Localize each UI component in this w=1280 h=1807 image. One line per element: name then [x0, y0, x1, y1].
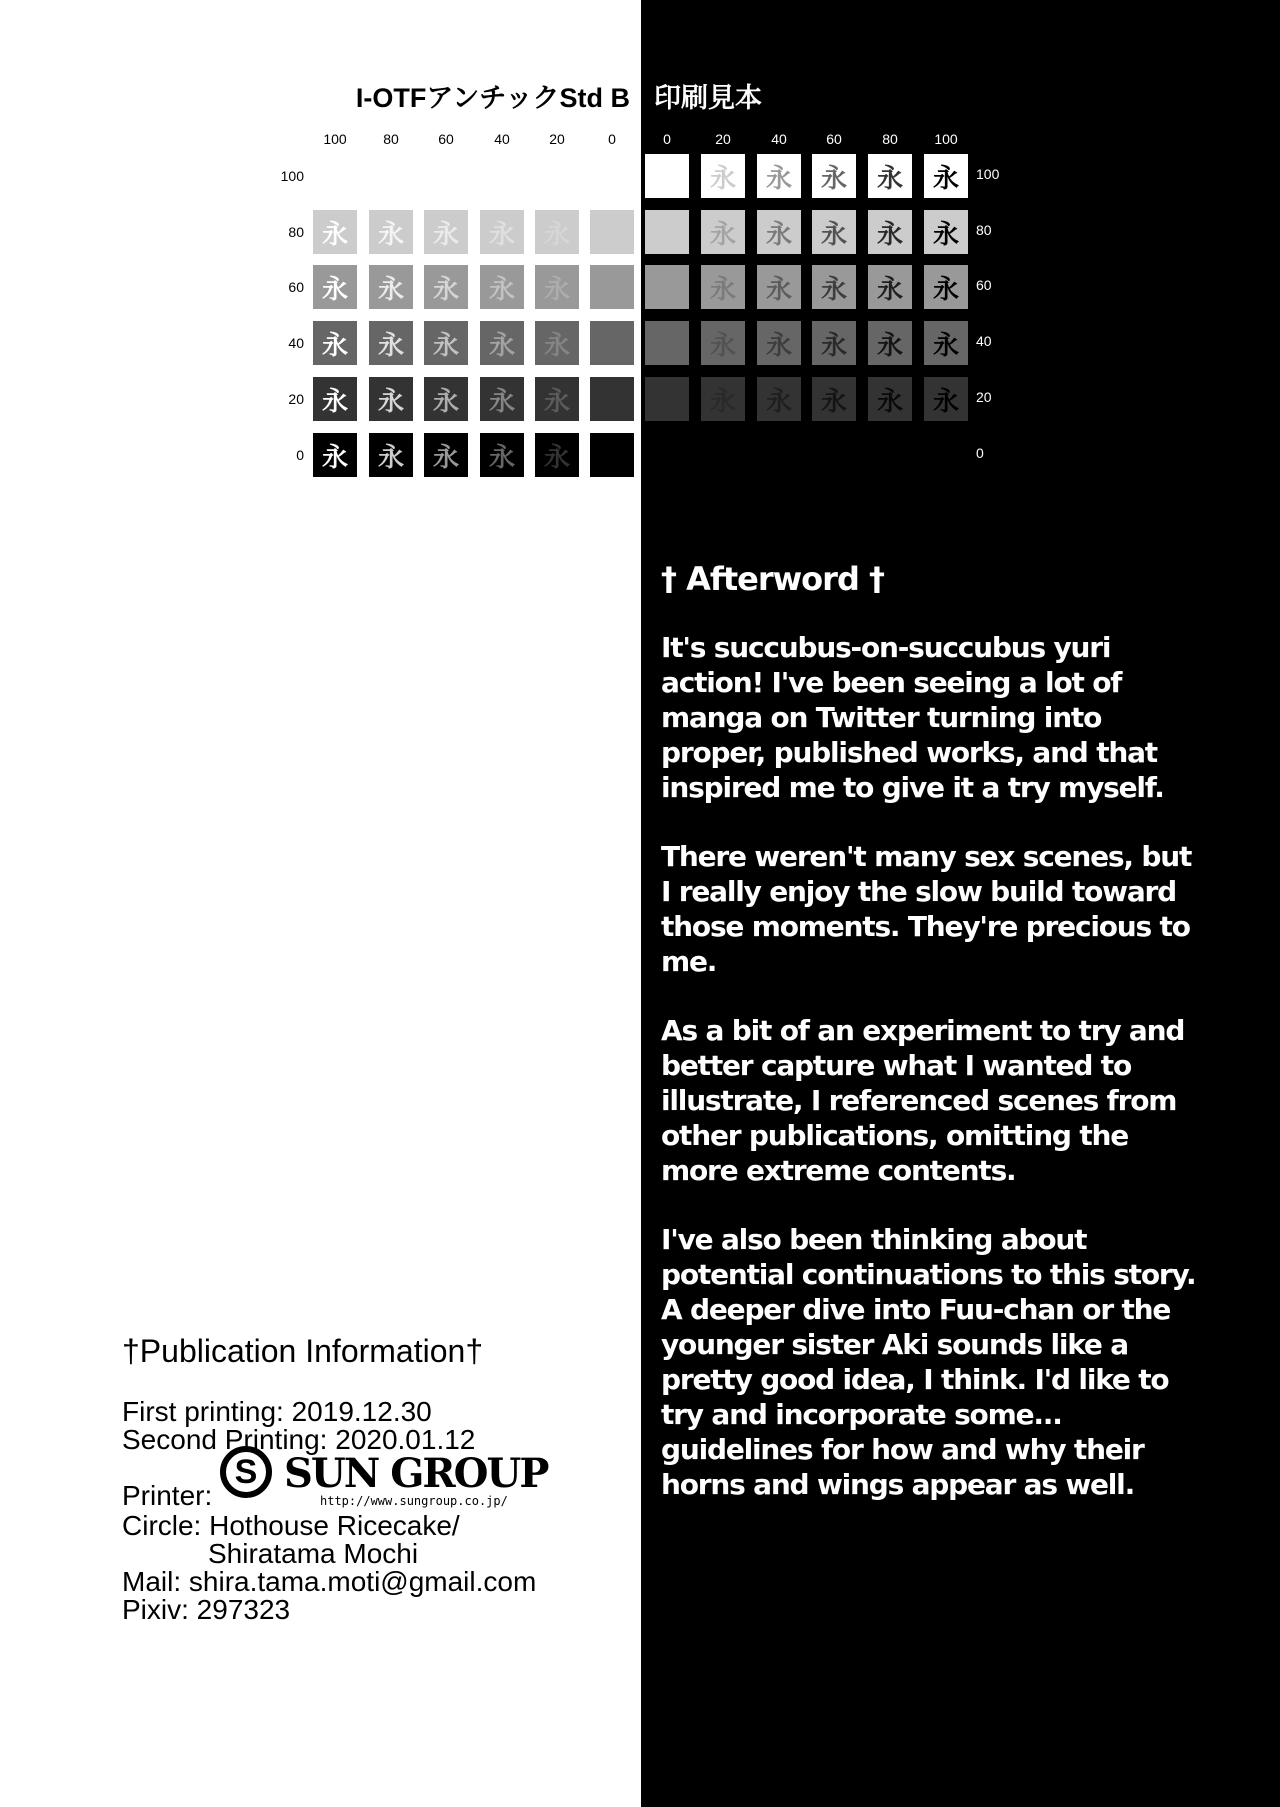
- grey-swatch: 永: [590, 210, 634, 254]
- row-label: 80: [976, 222, 992, 238]
- afterword-paragraph: As a bit of an experiment to try and better capture what I wanted to illustrate, I referenced scenes from other publications, omitting the more extreme contents.: [661, 1014, 1185, 1187]
- grey-swatch: 永: [313, 433, 357, 477]
- row-label: 20: [288, 391, 304, 407]
- row-label: 0: [976, 445, 984, 461]
- grey-swatch: 永: [701, 210, 745, 254]
- grey-swatch: 永: [645, 433, 689, 477]
- grey-swatch: 永: [535, 377, 579, 421]
- grey-swatch: 永: [369, 321, 413, 365]
- grey-swatch: 永: [868, 321, 912, 365]
- afterword-paragraph: It's succubus-on-succubus yuri action! I've been seeing a lot of manga on Twitter turning into proper, published works, and that inspired me to give it a try myself.: [661, 631, 1164, 804]
- afterword-paragraph: I've also been thinking about potential continuations to this story. A deeper dive into Fuu-chan or the younger sister Aki sounds like a pretty good idea, I think. I'd like to try and incorporate some... guidelines for how and why their horns and wings appear as well.: [661, 1223, 1196, 1501]
- sun-group-logo: [220, 1446, 550, 1512]
- first-printing: First printing: 2019.12.30: [122, 1396, 432, 1427]
- grey-swatch: 永: [590, 321, 634, 365]
- column-label: 40: [494, 131, 510, 147]
- grey-swatch: 永: [535, 154, 579, 198]
- grey-swatch: 永: [424, 377, 468, 421]
- column-label: 40: [771, 131, 787, 147]
- row-label: 40: [976, 333, 992, 349]
- grey-swatch: 永: [924, 433, 968, 477]
- grey-swatch: 永: [701, 377, 745, 421]
- grey-swatch: 永: [924, 321, 968, 365]
- grey-swatch: 永: [701, 321, 745, 365]
- publication-info-title: †Publication Information†: [122, 1333, 484, 1369]
- grey-swatch: 永: [757, 265, 801, 309]
- afterword-title: † Afterword †: [661, 560, 884, 598]
- pixiv-id: Pixiv: 297323: [122, 1594, 291, 1625]
- grey-swatch: 永: [424, 210, 468, 254]
- grey-swatch: 永: [590, 265, 634, 309]
- grey-swatch: 永: [369, 265, 413, 309]
- grey-swatch: 永: [812, 377, 856, 421]
- second-printing: Second Printing: 2020.01.12: [122, 1424, 476, 1455]
- grey-swatch: 永: [812, 433, 856, 477]
- column-label: 0: [608, 131, 616, 147]
- sun-group-mark-icon: S: [220, 1446, 272, 1498]
- row-label: 60: [288, 279, 304, 295]
- column-label: 0: [663, 131, 671, 147]
- row-label: 40: [288, 335, 304, 351]
- grey-swatch: 永: [757, 377, 801, 421]
- column-label: 80: [383, 131, 399, 147]
- row-label: 0: [296, 447, 304, 463]
- grey-swatch: 永: [812, 154, 856, 198]
- grey-swatch: 永: [424, 265, 468, 309]
- grey-swatch: 永: [645, 265, 689, 309]
- column-label: 20: [715, 131, 731, 147]
- print-sample-chart: [0, 0, 1280, 500]
- grey-swatch: 永: [645, 377, 689, 421]
- column-label: 60: [438, 131, 454, 147]
- grey-swatch: 永: [480, 210, 524, 254]
- grey-swatch: 永: [535, 321, 579, 365]
- grey-swatch: 永: [924, 154, 968, 198]
- grey-swatch: 永: [924, 377, 968, 421]
- grey-swatch: 永: [645, 210, 689, 254]
- row-label: 60: [976, 277, 992, 293]
- mail-address: Mail: shira.tama.moti@gmail.com: [122, 1566, 537, 1597]
- grey-swatch: 永: [480, 321, 524, 365]
- grey-swatch: 永: [757, 154, 801, 198]
- grey-swatch: 永: [480, 154, 524, 198]
- grey-swatch: 永: [701, 265, 745, 309]
- printer-label: Printer:: [122, 1480, 213, 1511]
- grey-swatch: 永: [645, 154, 689, 198]
- grey-swatch: 永: [369, 210, 413, 254]
- grey-swatch: 永: [812, 321, 856, 365]
- grey-swatch: 永: [701, 433, 745, 477]
- grey-swatch: 永: [812, 265, 856, 309]
- grey-swatch: 永: [480, 265, 524, 309]
- grey-swatch: 永: [424, 433, 468, 477]
- sun-group-wordmark: SUN GROUP: [284, 1450, 548, 1497]
- printer-row: [122, 1450, 548, 1512]
- row-label: 100: [976, 166, 1000, 182]
- column-label: 80: [882, 131, 898, 147]
- grey-swatch: 永: [369, 433, 413, 477]
- print-sample-heading: 印刷見本: [654, 83, 762, 113]
- grey-swatch: 永: [313, 377, 357, 421]
- column-label: 20: [549, 131, 565, 147]
- publication-info: [122, 1333, 548, 1625]
- column-label: 100: [323, 131, 347, 147]
- grey-swatch: 永: [313, 210, 357, 254]
- grey-swatch: 永: [868, 377, 912, 421]
- grey-swatch: 永: [369, 154, 413, 198]
- grey-swatch: 永: [424, 154, 468, 198]
- grey-swatch: 永: [868, 154, 912, 198]
- grey-swatch: 永: [313, 265, 357, 309]
- grey-swatch: 永: [535, 265, 579, 309]
- grey-swatch: 永: [924, 210, 968, 254]
- grey-swatch: 永: [590, 433, 634, 477]
- row-label: 100: [280, 168, 304, 184]
- grey-swatch: 永: [757, 321, 801, 365]
- grey-swatch: 永: [369, 377, 413, 421]
- grey-swatch: 永: [480, 377, 524, 421]
- grey-swatch: 永: [590, 154, 634, 198]
- grey-swatch: 永: [313, 321, 357, 365]
- grey-swatch: 永: [924, 265, 968, 309]
- grey-swatch: 永: [645, 321, 689, 365]
- font-name-label: I-OTFアンチックStd B: [355, 83, 630, 113]
- grey-swatch: 永: [757, 433, 801, 477]
- row-label: 80: [288, 224, 304, 240]
- grey-swatch: 永: [313, 154, 357, 198]
- grey-swatch: 永: [868, 265, 912, 309]
- row-label: 20: [976, 389, 992, 405]
- grey-swatch: 永: [424, 321, 468, 365]
- circle-name: Circle: Hothouse Ricecake/: [122, 1510, 460, 1541]
- grey-swatch: 永: [590, 377, 634, 421]
- printer-url: http://www.sungroup.co.jp/: [320, 1494, 508, 1508]
- grey-swatch: 永: [480, 433, 524, 477]
- afterword-paragraph: There weren't many sex scenes, but I really enjoy the slow build toward those moments. They're precious to me.: [661, 840, 1192, 978]
- grey-swatch: 永: [868, 433, 912, 477]
- grey-swatch: 永: [535, 210, 579, 254]
- afterword-section: [661, 560, 1196, 1536]
- grey-swatch: 永: [535, 433, 579, 477]
- grey-swatch: 永: [701, 154, 745, 198]
- column-label: 100: [934, 131, 958, 147]
- circle-author: Shiratama Mochi: [208, 1538, 419, 1569]
- grey-swatch: 永: [757, 210, 801, 254]
- grey-swatch: 永: [868, 210, 912, 254]
- column-label: 60: [826, 131, 842, 147]
- grey-swatch: 永: [812, 210, 856, 254]
